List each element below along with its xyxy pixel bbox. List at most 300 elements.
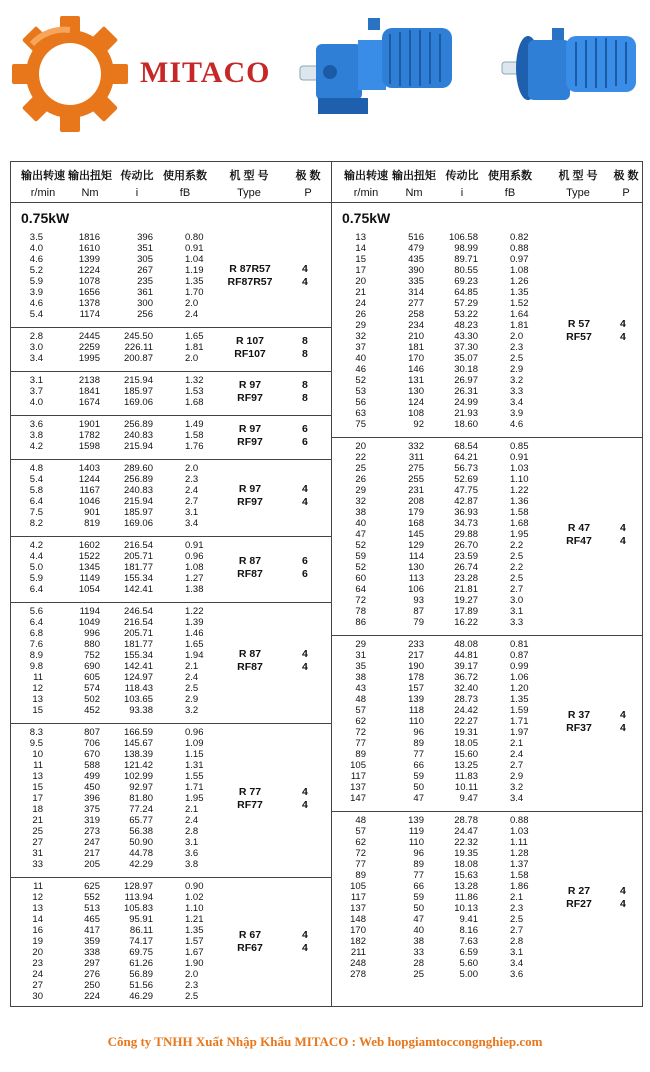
speed-cell: 77 [355, 859, 366, 870]
table-row [11, 661, 331, 672]
ratio-cell: 98.99 [454, 243, 478, 254]
torque-cell: 79 [413, 617, 424, 628]
torque-cell: 77 [413, 749, 424, 760]
speed-cell: 33 [32, 859, 43, 870]
speed-cell: 105 [350, 881, 366, 892]
speed-cell: 18 [32, 804, 43, 815]
table-row [332, 639, 643, 650]
model-type: RF97 [237, 435, 263, 448]
speed-cell: 3.1 [29, 375, 43, 386]
column-header-label: 使用系数 [163, 170, 207, 182]
column-header-label: 机 型 号 [229, 170, 269, 182]
speed-cell: 3.5 [29, 232, 43, 243]
table-row [332, 859, 643, 870]
table-row [11, 419, 331, 430]
torque-cell: 208 [408, 496, 424, 507]
ratio-cell: 22.32 [454, 837, 478, 848]
speed-cell: 4.4 [29, 551, 43, 562]
torque-cell: 224 [84, 991, 100, 1002]
service-factor-cell: 1.39 [185, 617, 204, 628]
service-factor-cell: 1.20 [510, 683, 529, 694]
service-factor-cell: 2.2 [510, 562, 524, 573]
torque-cell: 1610 [78, 243, 100, 254]
torque-cell: 66 [413, 760, 424, 771]
torque-cell: 450 [84, 782, 100, 793]
ratio-cell: 103.65 [123, 694, 153, 705]
speed-cell: 11 [33, 672, 43, 683]
model-type: R 87 [238, 554, 262, 567]
ratio-cell: 21.93 [454, 408, 478, 419]
speed-cell: 6.4 [29, 496, 43, 507]
brand-name: MITACO [140, 56, 271, 89]
speed-cell: 60 [355, 573, 366, 584]
pole-count: 4 [620, 318, 626, 330]
service-factor-cell: 3.4 [185, 518, 199, 529]
speed-cell: 3.9 [29, 287, 43, 298]
speed-cell: 117 [350, 892, 366, 903]
speed-cell: 38 [355, 672, 366, 683]
pole-count: 8 [302, 378, 308, 391]
ratio-cell: 396 [137, 232, 153, 243]
ratio-cell: 47.75 [454, 485, 478, 496]
torque-cell: 516 [408, 232, 424, 243]
speed-cell: 10 [32, 749, 43, 760]
torque-cell: 2445 [78, 331, 100, 342]
service-factor-cell: 2.3 [510, 342, 524, 353]
torque-cell: 335 [408, 276, 424, 287]
speed-cell: 8.2 [29, 518, 43, 529]
ratio-cell: 77.24 [129, 804, 153, 815]
model-type: RF77 [237, 798, 263, 811]
torque-cell: 1403 [78, 463, 100, 474]
ratio-cell: 39.17 [454, 661, 478, 672]
table-row [332, 925, 643, 936]
torque-cell: 77 [413, 870, 424, 881]
torque-cell: 130 [408, 562, 424, 573]
service-factor-cell: 0.81 [510, 639, 529, 650]
ratio-cell: 21.81 [454, 584, 478, 595]
service-factor-cell: 1.35 [510, 287, 529, 298]
table-row [11, 903, 331, 914]
service-factor-cell: 3.1 [185, 837, 199, 848]
table-row [11, 518, 331, 529]
torque-cell: 2259 [78, 342, 100, 353]
speed-cell: 6.8 [29, 628, 43, 639]
speed-cell: 21 [355, 287, 366, 298]
speed-cell: 31 [32, 848, 43, 859]
pole-count: 4 [620, 897, 626, 910]
speed-cell: 78 [355, 606, 366, 617]
torque-cell: 96 [413, 848, 424, 859]
torque-cell: 1194 [79, 606, 100, 617]
ratio-cell: 15.60 [454, 749, 478, 760]
table-row [332, 914, 643, 925]
ratio-cell: 215.94 [123, 375, 153, 386]
service-factor-cell: 1.64 [510, 309, 529, 320]
table-row [332, 595, 643, 606]
speed-cell: 52 [355, 562, 366, 573]
torque-cell: 217 [408, 650, 424, 661]
torque-cell: 110 [408, 716, 424, 727]
speed-cell: 29 [355, 485, 366, 496]
model-type: RF97 [237, 496, 263, 508]
speed-cell: 5.6 [29, 606, 43, 617]
ratio-cell: 56.73 [454, 463, 478, 474]
speed-cell: 5.2 [29, 265, 43, 276]
ratio-cell: 10.13 [454, 903, 478, 914]
torque-cell: 1345 [78, 562, 100, 573]
table-row [11, 760, 331, 771]
pole-count: 4 [302, 941, 308, 954]
torque-cell: 435 [408, 254, 424, 265]
speed-cell: 38 [355, 507, 366, 518]
speed-cell: 57 [355, 826, 366, 837]
speed-cell: 4.6 [29, 298, 43, 309]
speed-cell: 27 [32, 980, 43, 991]
speed-cell: 62 [355, 837, 366, 848]
pole-count: 4 [302, 276, 308, 288]
torque-cell: 168 [408, 518, 424, 529]
service-factor-cell: 2.3 [185, 980, 199, 991]
group-separator [11, 723, 331, 724]
service-factor-cell: 1.32 [185, 375, 204, 386]
speed-cell: 52 [355, 540, 366, 551]
service-factor-cell: 0.99 [510, 661, 529, 672]
service-factor-cell: 3.4 [510, 958, 524, 969]
speed-cell: 13 [32, 903, 43, 914]
service-factor-cell: 1.57 [185, 936, 204, 947]
service-factor-cell: 1.59 [510, 705, 529, 716]
torque-cell: 118 [408, 705, 424, 716]
table-row [11, 342, 331, 353]
column-header-unit: r/min [30, 187, 56, 199]
table-row [332, 243, 643, 254]
model-type: RF47 [566, 534, 592, 547]
ratio-cell: 64.85 [454, 287, 478, 298]
pole-count: 6 [302, 554, 308, 567]
ratio-cell: 305 [137, 254, 153, 265]
ratio-cell: 145.67 [123, 738, 153, 749]
pole-count: 4 [302, 496, 308, 508]
service-factor-cell: 1.11 [510, 837, 528, 848]
torque-cell: 276 [84, 969, 100, 980]
torque-cell: 179 [408, 507, 424, 518]
service-factor-cell: 3.3 [510, 386, 524, 397]
speed-cell: 16 [32, 925, 43, 936]
speed-cell: 278 [350, 969, 366, 980]
torque-cell: 25 [413, 969, 424, 980]
speed-cell: 3.7 [29, 386, 43, 397]
ratio-cell: 22.27 [454, 716, 478, 727]
service-factor-cell: 1.71 [185, 782, 204, 793]
ratio-cell: 80.55 [454, 265, 478, 276]
table-row [332, 650, 643, 661]
service-factor-cell: 2.0 [510, 331, 524, 342]
ratio-cell: 53.22 [454, 309, 478, 320]
table-row [11, 309, 331, 320]
torque-cell: 1149 [79, 573, 100, 584]
ratio-cell: 142.41 [123, 584, 153, 595]
ratio-cell: 18.08 [454, 859, 478, 870]
service-factor-cell: 0.96 [185, 727, 204, 738]
table-row [332, 298, 643, 309]
speed-cell: 248 [350, 958, 366, 969]
speed-cell: 89 [355, 749, 366, 760]
speed-cell: 13 [32, 694, 43, 705]
ratio-cell: 113.94 [124, 892, 153, 903]
table-row [11, 793, 331, 804]
torque-cell: 47 [413, 914, 424, 925]
column-header-unit: Nm [405, 187, 423, 199]
service-factor-cell: 1.10 [510, 474, 529, 485]
speed-cell: 20 [355, 441, 366, 452]
ratio-cell: 24.47 [454, 826, 478, 837]
service-factor-cell: 2.9 [185, 694, 199, 705]
torque-cell: 157 [408, 683, 424, 694]
ratio-cell: 205.71 [123, 551, 153, 562]
ratio-cell: 92.97 [129, 782, 153, 793]
table-row [332, 375, 643, 386]
ratio-cell: 215.94 [123, 441, 153, 452]
service-factor-cell: 2.1 [510, 738, 524, 749]
torque-cell: 552 [84, 892, 100, 903]
selection-table [10, 161, 643, 1007]
table-row [332, 463, 643, 474]
service-factor-cell: 0.88 [510, 815, 529, 826]
torque-cell: 233 [408, 639, 424, 650]
ratio-cell: 226.11 [124, 342, 153, 353]
table-row [332, 870, 643, 881]
table-row [332, 386, 643, 397]
speed-cell: 40 [355, 518, 366, 529]
table-row [11, 815, 331, 826]
table-row [332, 474, 643, 485]
ratio-cell: 9.47 [459, 793, 478, 804]
model-type: R 97 [238, 483, 262, 495]
table-row [11, 375, 331, 386]
speed-cell: 3.4 [29, 353, 43, 364]
ratio-cell: 26.97 [454, 375, 478, 386]
ratio-cell: 46.29 [129, 991, 153, 1002]
ratio-cell: 142.41 [123, 661, 153, 672]
service-factor-cell: 3.2 [510, 782, 524, 793]
ratio-cell: 256.89 [123, 474, 153, 485]
speed-cell: 4.0 [29, 397, 43, 408]
table-row [332, 826, 643, 837]
service-factor-cell: 2.5 [510, 353, 524, 364]
speed-cell: 75 [355, 419, 366, 430]
speed-cell: 5.9 [29, 573, 43, 584]
table-row [11, 232, 331, 243]
table-row [11, 397, 331, 408]
service-factor-cell: 1.70 [185, 287, 204, 298]
speed-cell: 25 [32, 826, 43, 837]
ratio-cell: 205.71 [123, 628, 153, 639]
model-type: R 87R57 [229, 263, 271, 275]
speed-cell: 6.4 [29, 617, 43, 628]
speed-cell: 15 [32, 782, 43, 793]
table-row [11, 650, 331, 661]
service-factor-cell: 2.5 [185, 991, 199, 1002]
torque-cell: 752 [84, 650, 100, 661]
service-factor-cell: 3.4 [510, 793, 524, 804]
torque-cell: 390 [408, 265, 424, 276]
column-header-label: 输出转速 [21, 170, 65, 182]
group-separator [11, 877, 331, 878]
torque-cell: 1174 [79, 309, 100, 320]
table-row [11, 826, 331, 837]
ratio-cell: 19.31 [454, 727, 478, 738]
speed-cell: 5.4 [29, 309, 43, 320]
gear-motor-flange-mounted-image [500, 22, 640, 116]
speed-cell: 4.2 [29, 441, 43, 452]
model-type: RF27 [566, 897, 592, 910]
torque-cell: 1901 [78, 419, 100, 430]
speed-cell: 35 [355, 661, 366, 672]
group-separator [332, 635, 643, 636]
table-row [11, 540, 331, 551]
ratio-cell: 351 [137, 243, 153, 254]
table-row [11, 859, 331, 870]
torque-cell: 87 [413, 606, 424, 617]
service-factor-cell: 0.96 [185, 551, 204, 562]
torque-cell: 92 [413, 419, 424, 430]
speed-cell: 26 [355, 309, 366, 320]
torque-cell: 1598 [78, 441, 100, 452]
service-factor-cell: 3.6 [510, 969, 524, 980]
torque-cell: 28 [413, 958, 424, 969]
table-row [11, 892, 331, 903]
ratio-cell: 43.30 [454, 331, 478, 342]
speed-cell: 48 [355, 694, 366, 705]
service-factor-cell: 2.5 [510, 551, 524, 562]
table-row [11, 936, 331, 947]
speed-cell: 89 [355, 870, 366, 881]
torque-cell: 89 [413, 859, 424, 870]
table-row [11, 914, 331, 925]
torque-cell: 359 [84, 936, 100, 947]
ratio-cell: 26.70 [454, 540, 478, 551]
torque-cell: 901 [84, 507, 100, 518]
service-factor-cell: 2.8 [185, 826, 199, 837]
service-factor-cell: 1.68 [185, 397, 204, 408]
table-row [332, 815, 643, 826]
service-factor-cell: 1.35 [185, 925, 204, 936]
ratio-cell: 5.00 [459, 969, 478, 980]
service-factor-cell: 1.28 [510, 848, 529, 859]
speed-cell: 19 [32, 936, 43, 947]
pole-count: 4 [302, 483, 308, 495]
torque-cell: 106 [408, 584, 424, 595]
speed-cell: 15 [32, 705, 43, 716]
torque-cell: 314 [408, 287, 424, 298]
service-factor-cell: 1.95 [185, 793, 204, 804]
service-factor-cell: 2.4 [185, 815, 199, 826]
table-row [11, 551, 331, 562]
ratio-cell: 86.11 [129, 925, 153, 936]
speed-cell: 12 [32, 683, 43, 694]
ratio-cell: 10.11 [454, 782, 478, 793]
service-factor-cell: 1.67 [185, 947, 204, 958]
service-factor-cell: 1.21 [185, 914, 204, 925]
service-factor-cell: 1.22 [185, 606, 204, 617]
ratio-cell: 106.58 [448, 232, 478, 243]
ratio-cell: 37.30 [454, 342, 478, 353]
torque-cell: 146 [408, 364, 424, 375]
speed-cell: 3.8 [29, 430, 43, 441]
service-factor-cell: 1.27 [185, 573, 204, 584]
ratio-cell: 57.29 [454, 298, 478, 309]
service-factor-cell: 3.9 [510, 408, 524, 419]
speed-cell: 137 [350, 903, 366, 914]
speed-cell: 30 [32, 991, 43, 1002]
pole-count: 4 [620, 708, 626, 721]
group-separator [11, 459, 331, 460]
service-factor-cell: 1.81 [510, 320, 529, 331]
torque-cell: 690 [84, 661, 100, 672]
group-separator [11, 371, 331, 372]
speed-cell: 211 [350, 947, 366, 958]
column-header-label: 机 型 号 [558, 170, 598, 182]
ratio-cell: 7.63 [459, 936, 478, 947]
ratio-cell: 267 [137, 265, 153, 276]
torque-cell: 247 [84, 837, 100, 848]
ratio-cell: 69.75 [129, 947, 153, 958]
torque-cell: 670 [84, 749, 100, 760]
ratio-cell: 200.87 [123, 353, 153, 364]
speed-cell: 9.5 [29, 738, 43, 749]
speed-cell: 77 [355, 738, 366, 749]
table-row [11, 485, 331, 496]
speed-cell: 4.2 [29, 540, 43, 551]
table-row [332, 738, 643, 749]
pole-count: 4 [302, 798, 308, 811]
torque-cell: 190 [408, 661, 424, 672]
speed-cell: 31 [355, 650, 366, 661]
table-row [11, 353, 331, 364]
column-header-label: 传动比 [445, 170, 479, 182]
ratio-cell: 216.54 [123, 617, 153, 628]
model-type: RF57 [566, 331, 592, 343]
pole-count: 4 [302, 928, 308, 941]
column-header-label: 传动比 [120, 170, 154, 182]
torque-cell: 502 [84, 694, 100, 705]
service-factor-cell: 1.55 [185, 771, 204, 782]
model-type: R 97 [238, 422, 262, 435]
service-factor-cell: 1.09 [185, 738, 204, 749]
group-separator [11, 536, 331, 537]
column-header-label: 输出转速 [344, 170, 388, 182]
ratio-cell: 8.16 [459, 925, 478, 936]
service-factor-cell: 2.0 [185, 969, 199, 980]
table-row [11, 474, 331, 485]
service-factor-cell: 3.1 [510, 606, 524, 617]
pole-count: 4 [302, 661, 308, 673]
table-row [332, 265, 643, 276]
torque-cell: 1167 [79, 485, 100, 496]
table-row [11, 958, 331, 969]
speed-cell: 4.6 [29, 254, 43, 265]
table-row [11, 243, 331, 254]
ratio-cell: 185.97 [123, 507, 153, 518]
torque-cell: 93 [413, 595, 424, 606]
torque-cell: 417 [84, 925, 100, 936]
speed-cell: 29 [355, 320, 366, 331]
speed-cell: 59 [355, 551, 366, 562]
torque-cell: 258 [408, 309, 424, 320]
speed-cell: 182 [350, 936, 366, 947]
table-row [11, 881, 331, 892]
